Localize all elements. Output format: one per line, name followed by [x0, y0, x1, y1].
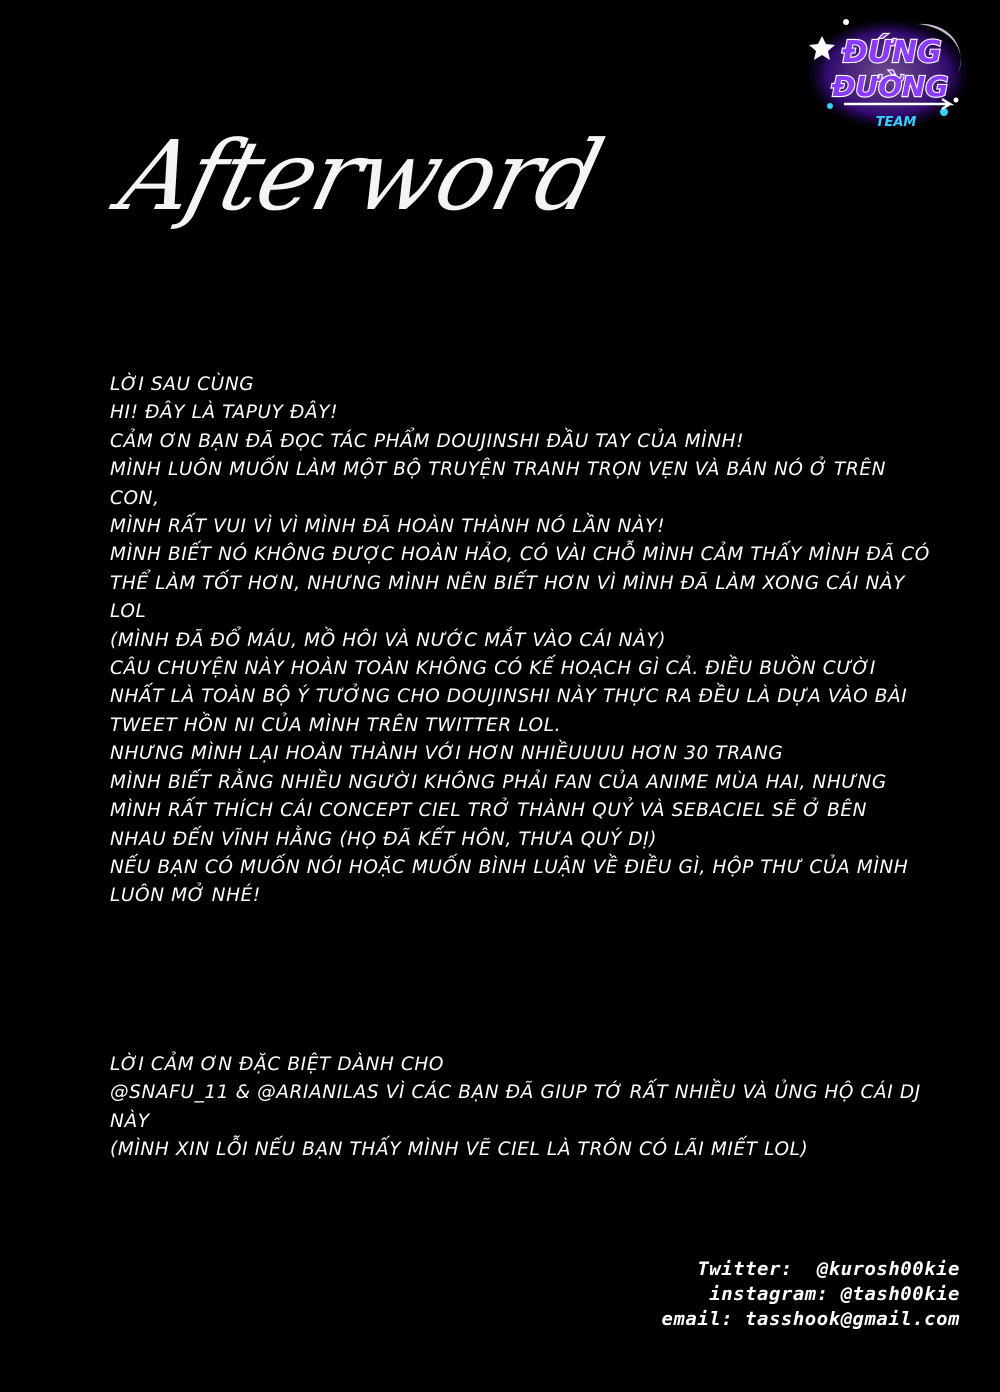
- special-thanks: [110, 1051, 921, 1165]
- body-line: MÌNH BIẾT NÓ KHÔNG ĐƯỢC HOÀN HẢO, CÓ VÀI CHỖ MÌNH CẢM THẤY MÌNH ĐÃ CÓ: [110, 544, 930, 566]
- page-title: Afterword: [110, 120, 612, 232]
- body-line: LỜI SAU CÙNG: [110, 374, 255, 395]
- thanks-line: @SNAFU_11 & @ARIANILAS VÌ CÁC BẠN ĐÃ GIUP TỚ RẤT NHIỀU VÀ ỦNG HỘ CÁI DJ: [110, 1082, 921, 1104]
- body-line: (MÌNH ĐÃ ĐỔ MÁU, MỒ HÔI VÀ NƯỚC MẮT VÀO CÁI NÀY): [110, 629, 667, 651]
- body-line: LUÔN MỞ NHÉ!: [110, 885, 261, 907]
- body-line: CON,: [110, 487, 160, 509]
- instagram-handle: instagram: @tash00kie: [709, 1283, 960, 1305]
- body-line: MÌNH LUÔN MUỐN LÀM MỘT BỘ TRUYỆN TRANH TRỌN VẸN VÀ BÁN NÓ Ở TRÊN: [110, 459, 887, 481]
- body-line: MÌNH RẤT THÍCH CÁI CONCEPT CIEL TRỞ THÀNH QUỶ VÀ SEBACIEL SẼ Ở BÊN: [110, 800, 868, 822]
- twitter-handle: Twitter: @kurosh00kie: [697, 1258, 960, 1280]
- email-address: email: tasshook@gmail.com: [661, 1308, 960, 1330]
- thanks-line: NÀY: [110, 1110, 150, 1132]
- thanks-line: (MÌNH XIN LỖI NẾU BẠN THẤY MÌNH VẼ CIEL LÀ TRÔN CÓ LÃI MIẾT LOL): [110, 1139, 809, 1161]
- body-line: LOL: [110, 601, 147, 623]
- body-line: THỂ LÀM TỐT HƠN, NHƯNG MÌNH NÊN BIẾT HƠN VÌ MÌNH ĐÃ LÀM XONG CÁI NÀY: [110, 572, 906, 594]
- body-line: NẾU BẠN CÓ MUỐN NÓI HOẶC MUỐN BÌNH LUẬN VỀ ĐIỀU GÌ, HỘP THƯ CỦA MÌNH: [110, 856, 909, 878]
- body-line: NHAU ĐẾN VĨNH HẰNG (HỌ ĐÃ KẾT HÔN, THƯA QUÝ DỊ): [110, 828, 658, 850]
- body-line: CẢM ƠN BẠN ĐÃ ĐỌC TÁC PHẨM DOUJINSHI ĐẦU TAY CỦA MÌNH!: [110, 430, 745, 452]
- dung-duong-team-logo: [800, 8, 972, 132]
- logo-line3: TEAM: [875, 115, 917, 130]
- logo-line2: ĐƯỜNG: [831, 70, 949, 103]
- body-line: MÌNH BIẾT RẰNG NHIỀU NGƯỜI KHÔNG PHẢI FAN CỦA ANIME MÙA HAI, NHƯNG: [110, 771, 887, 793]
- body-line: MÌNH RẤT VUI VÌ VÌ MÌNH ĐÃ HOÀN THÀNH NÓ LẦN NÀY!: [110, 516, 666, 538]
- logo-graphic: [800, 8, 972, 132]
- body-line: NHẤT LÀ TOÀN BỘ Ý TƯỞNG CHO DOUJINSHI NÀY THỰC RA ĐỀU LÀ DỰA VÀO BÀI: [110, 686, 908, 708]
- logo-line1: ĐỨNG: [842, 35, 942, 70]
- body-line: HI! ĐÂY LÀ TAPUY ĐÂY!: [110, 402, 339, 424]
- contact-info: [662, 1257, 960, 1332]
- body-line: CÂU CHUYỆN NÀY HOÀN TOÀN KHÔNG CÓ KẾ HOẠCH GÌ CẢ. ĐIỀU BUỒN CƯỜI: [110, 658, 876, 680]
- body-line: NHƯNG MÌNH LẠI HOÀN THÀNH VỚI HƠN NHIỀUUUU HƠN 30 TRANG: [110, 743, 784, 765]
- body-line: TWEET HỒN NI CỦA MÌNH TRÊN TWITTER LOL.: [110, 714, 562, 736]
- afterword-body: [110, 371, 930, 911]
- thanks-line: LỜI CẢM ƠN ĐẶC BIỆT DÀNH CHO: [110, 1054, 445, 1075]
